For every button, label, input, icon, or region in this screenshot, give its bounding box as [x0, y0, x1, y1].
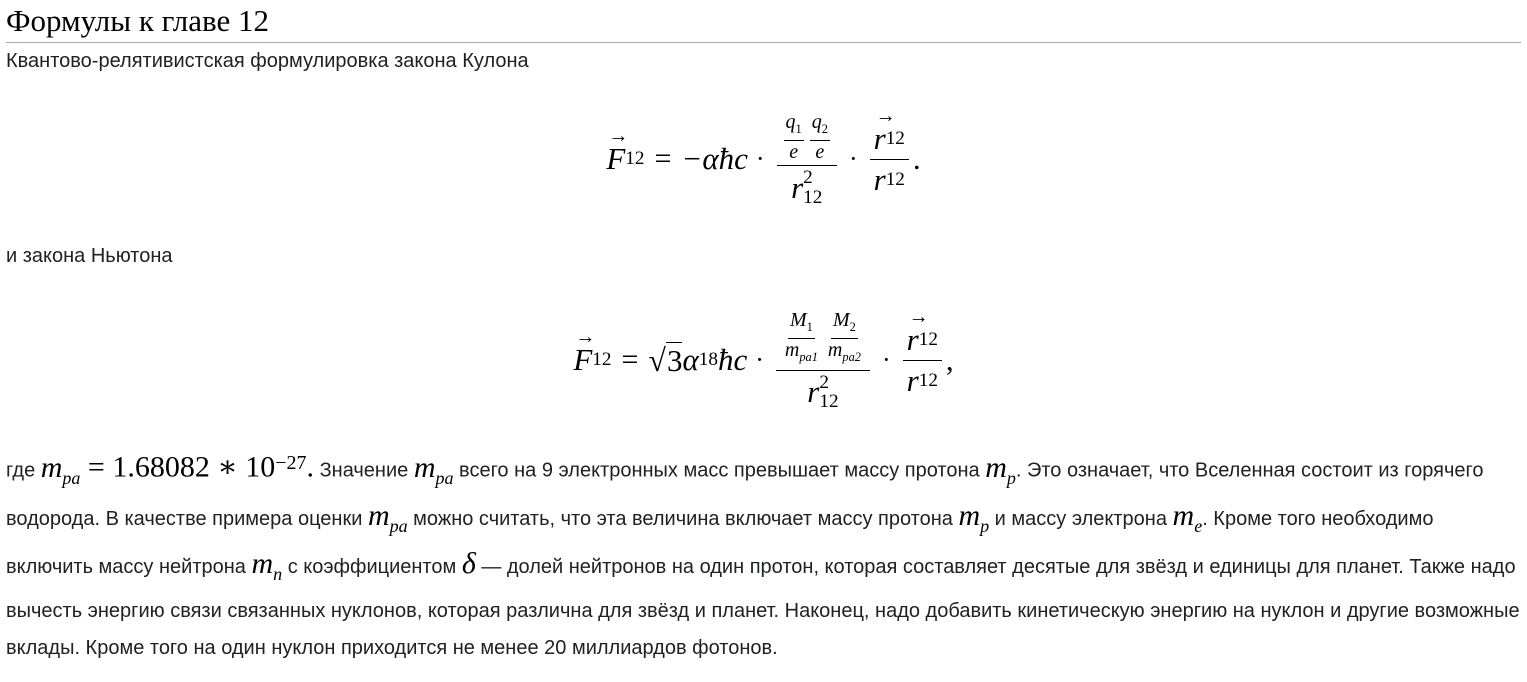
newton-math: → F 12 = √ 3 α 18 ħc · $\frac{M_1}{m_{pa1}}$ $\frac{M_2}{m_{pa2}}$ r 2 12 · → r 12 r 12 , [573, 305, 954, 412]
unit-vector-fraction-newton: → r 12 r 12 [903, 322, 942, 399]
coulomb-math: → F 12 = −αħc · $\frac{q_1}{e}$ $\frac{q_2}{e}$ r 2 12 · → r 12 r 12 . [606, 104, 921, 208]
mp-symbol: $m_p$ [985, 450, 1016, 488]
delta-symbol: δ [461, 546, 476, 580]
mn-symbol: $m_n$ [251, 546, 283, 584]
coulomb-formula [6, 80, 1521, 238]
force-vector-newton: → F [573, 326, 596, 377]
explanation-paragraph: где $m_{pa} = 1.68082$ ∗ $10^{-27}$. Значение $m_{pa}$ всего на 9 электронных масс превышает массу протона $m_p$. Это означает, что Вселенная состоит из горячего водорода. В качестве примера оценки $m_{pa}$ можно считать, что эта величина включает массу протона $m_p$ и массу электрона $m_e$. Кроме того необходимо включить массу нейтрона $m_n$ с коэффициентом δ — долей нейтронов на один протон, которая составляет десятые для звёзд и единицы для планет. Также надо вычесть энергию связи связанных нуклонов, которая различна для звёзд и планет. Наконец, надо добавить кинетическую энергию на нуклон и другие возможные вклады. Кроме того на один нуклон приходится не менее 20 миллиардов фотонов. [6, 450, 1520, 659]
intro-newton: и закона Ньютона [6, 245, 173, 267]
page-title: Формулы к главе 12 [6, 0, 1521, 43]
unit-vector-fraction: → r 12 r 12 [870, 121, 909, 198]
mpa-symbol: $m_{pa}$ [40, 450, 81, 488]
mass-fraction: $\frac{M_1}{m_{pa1}}$ $\frac{M_2}{m_{pa2}}$ r 2 12 [776, 309, 870, 411]
intro-coulomb: Квантово-релятивистская формулировка закона Кулона [6, 50, 529, 72]
coulomb-coefficient: −αħc [681, 141, 748, 176]
me-symbol: $m_e$ [1172, 498, 1203, 536]
newton-formula [6, 275, 1521, 445]
force-vector: → F [606, 125, 629, 176]
article [6, 0, 1521, 667]
sqrt-symbol: √ 3 [648, 341, 683, 378]
charge-fraction: $\frac{q_1}{e}$ $\frac{q_2}{e}$ r 2 12 [777, 111, 837, 206]
